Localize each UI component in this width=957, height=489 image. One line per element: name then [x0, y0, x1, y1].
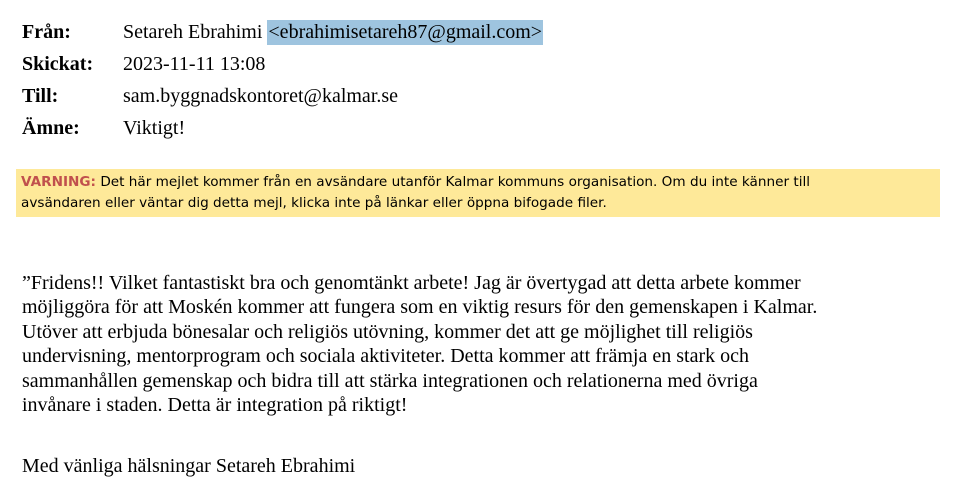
external-sender-warning — [16, 169, 940, 217]
warning-line-1 — [21, 172, 936, 193]
warning-text-2: avsändaren eller väntar dig detta mejl, klicka inte på länkar eller öppna bifogade filer. — [21, 195, 607, 211]
subject-label: Ämne: — [22, 116, 80, 139]
body-line: ”Fridens!! Vilket fantastiskt bra och genomtänkt arbete! Jag är övertygad att detta arbete kommer — [22, 272, 801, 294]
recipient-email[interactable]: sam.byggnadskontoret@kalmar.se — [123, 84, 399, 107]
warning-label: VARNING: — [21, 174, 96, 190]
sent-row — [22, 48, 543, 80]
to-label: Till: — [22, 84, 59, 107]
subject-value: Viktigt! — [123, 116, 186, 139]
sender-name: Setareh Ebrahimi — [123, 20, 263, 43]
from-row — [22, 16, 543, 48]
message-body — [22, 271, 952, 417]
body-line: invånare i staden. Detta är integration på riktigt! — [22, 394, 408, 417]
from-value — [123, 21, 543, 44]
sent-value: 2023-11-11 13:08 — [123, 52, 266, 75]
body-line: möjliggöra för att Moskén kommer att fungera som en viktig resurs för den gemenskapen i Kalmar. — [22, 296, 818, 319]
body-line: Utöver att erbjuda bönesalar och religiös utövning, kommer det att ge möjlighet till religiös — [22, 320, 753, 343]
from-label: Från: — [22, 20, 71, 43]
warning-text-1: Det här mejlet kommer från en avsändare utanför Kalmar kommuns organisation. Om du inte känner till — [100, 174, 811, 190]
subject-row — [22, 112, 543, 144]
body-line: undervisning, mentorprogram och sociala aktiviteter. Detta kommer att främja en stark och — [22, 345, 749, 368]
sent-label: Skickat: — [22, 52, 94, 75]
email-header — [22, 16, 543, 144]
body-line: sammanhållen gemenskap och bidra till att stärka integrationen och relationerna med övriga — [22, 369, 758, 392]
to-row — [22, 80, 543, 112]
sender-email[interactable]: <ebrahimisetareh87@gmail.com> — [268, 20, 543, 43]
signature: Med vänliga hälsningar Setareh Ebrahimi — [22, 455, 356, 477]
